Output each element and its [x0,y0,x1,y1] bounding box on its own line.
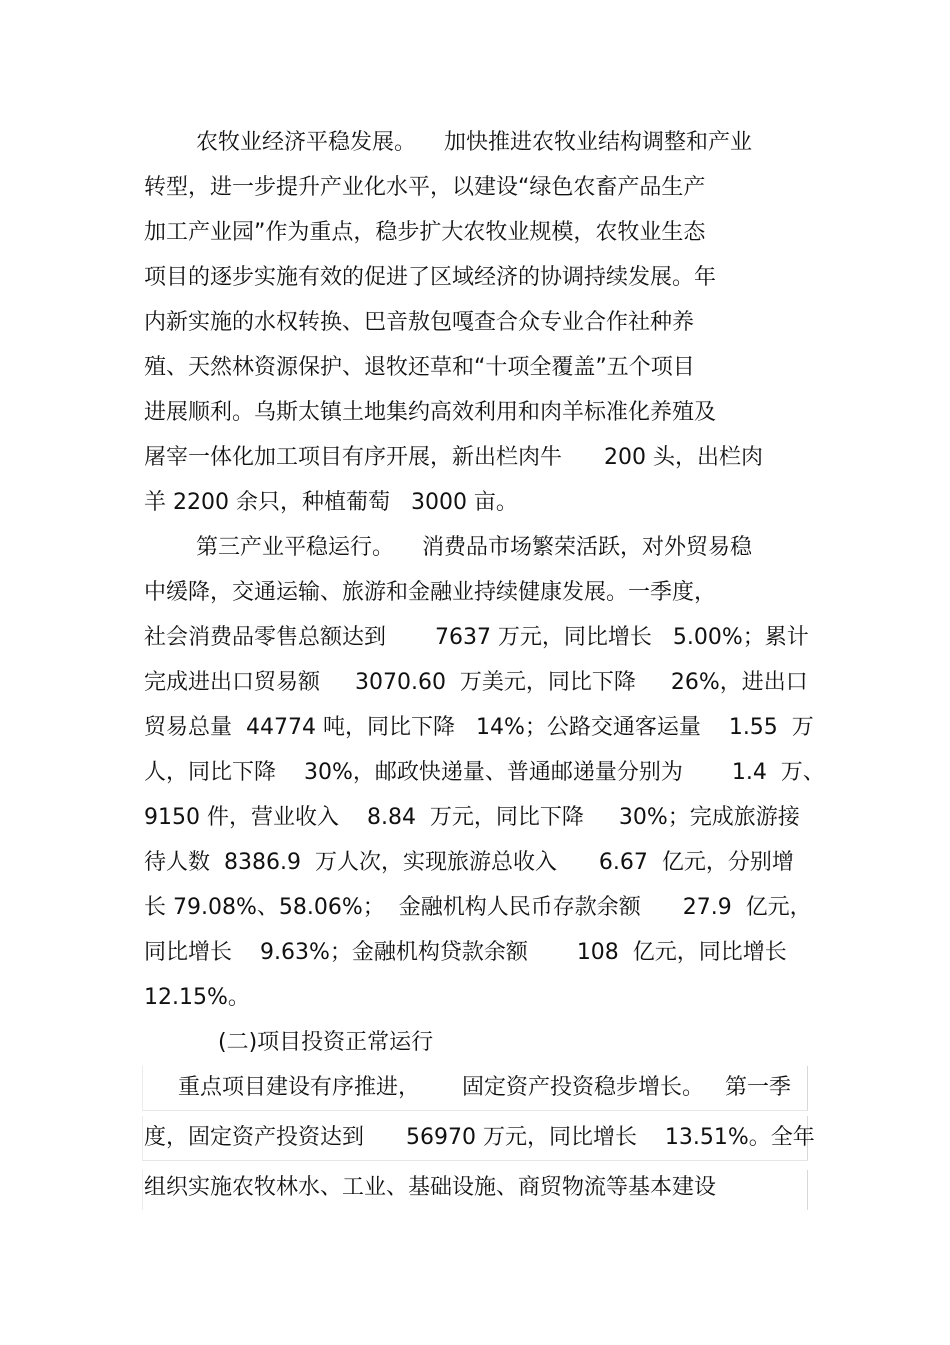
paragraph-line: 加工产业园”作为重点，稳步扩大农牧业规模，农牧业生态 [144,220,706,245]
paragraph-line: 屠宰一体化加工项目有序开展，新出栏肉牛 200 头，出栏肉 [144,445,763,470]
paragraph-line: 转型，进一步提升产业化水平，以建设“绿色农畜产品生产 [144,175,706,200]
paragraph-line: 农牧业经济平稳发展。 加快推进农牧业结构调整和产业 [196,130,752,155]
paragraph-line: 12.15%。 [144,985,250,1010]
paragraph-line: 人，同比下降 30%，邮政快递量、普通邮递量分别为 1.4 万、 [144,760,825,785]
paragraph-line: 完成进出口贸易额 3070.60 万美元，同比下降 26%，进出口 [144,670,808,695]
paragraph-line: 重点项目建设有序推进， 固定资产投资稳步增长。 第一季 [178,1075,791,1100]
paragraph-line: 羊 2200 余只，种植葡萄 3000 亩。 [144,490,518,515]
paragraph-line: 项目的逐步实施有效的促进了区域经济的协调持续发展。年 [144,265,717,290]
paragraph-line: 9150 件，营业收入 8.84 万元，同比下降 30%；完成旅游接 [144,805,800,830]
paragraph-line: 同比增长 9.63%；金融机构贷款余额 108 亿元，同比增长 [144,940,787,965]
paragraph-line: 度，固定资产投资达到 56970 万元，同比增长 13.51%。全年 [144,1125,815,1150]
paragraph-line: 内新实施的水权转换、巴音敖包嘎查合众专业合作社种养 [144,310,695,335]
paragraph-line: 社会消费品零售总额达到 7637 万元，同比增长 5.00%；累计 [144,625,809,650]
paragraph-line: 殖、天然林资源保护、退牧还草和“十项全覆盖”五个项目 [144,355,695,380]
section-heading: (二)项目投资正常运行 [218,1030,434,1055]
paragraph-line: 进展顺利。乌斯太镇土地集约高效利用和肉羊标准化养殖及 [144,400,717,425]
paragraph-line: 待人数 8386.9 万人次，实现旅游总收入 6.67 亿元，分别增 [144,850,794,875]
paragraph-line: 长 79.08%、58.06%； 金融机构人民币存款余额 27.9 亿元， [144,895,812,920]
paragraph-line: 贸易总量 44774 吨，同比下降 14%；公路交通客运量 1.55 万 [144,715,814,740]
paragraph-line: 组织实施农牧林水、工业、基础设施、商贸物流等基本建设 [144,1175,717,1200]
paragraph-line: 中缓降，交通运输、旅游和金融业持续健康发展。一季度， [144,580,717,605]
paragraph-line: 第三产业平稳运行。 消费品市场繁荣活跃，对外贸易稳 [196,535,752,560]
